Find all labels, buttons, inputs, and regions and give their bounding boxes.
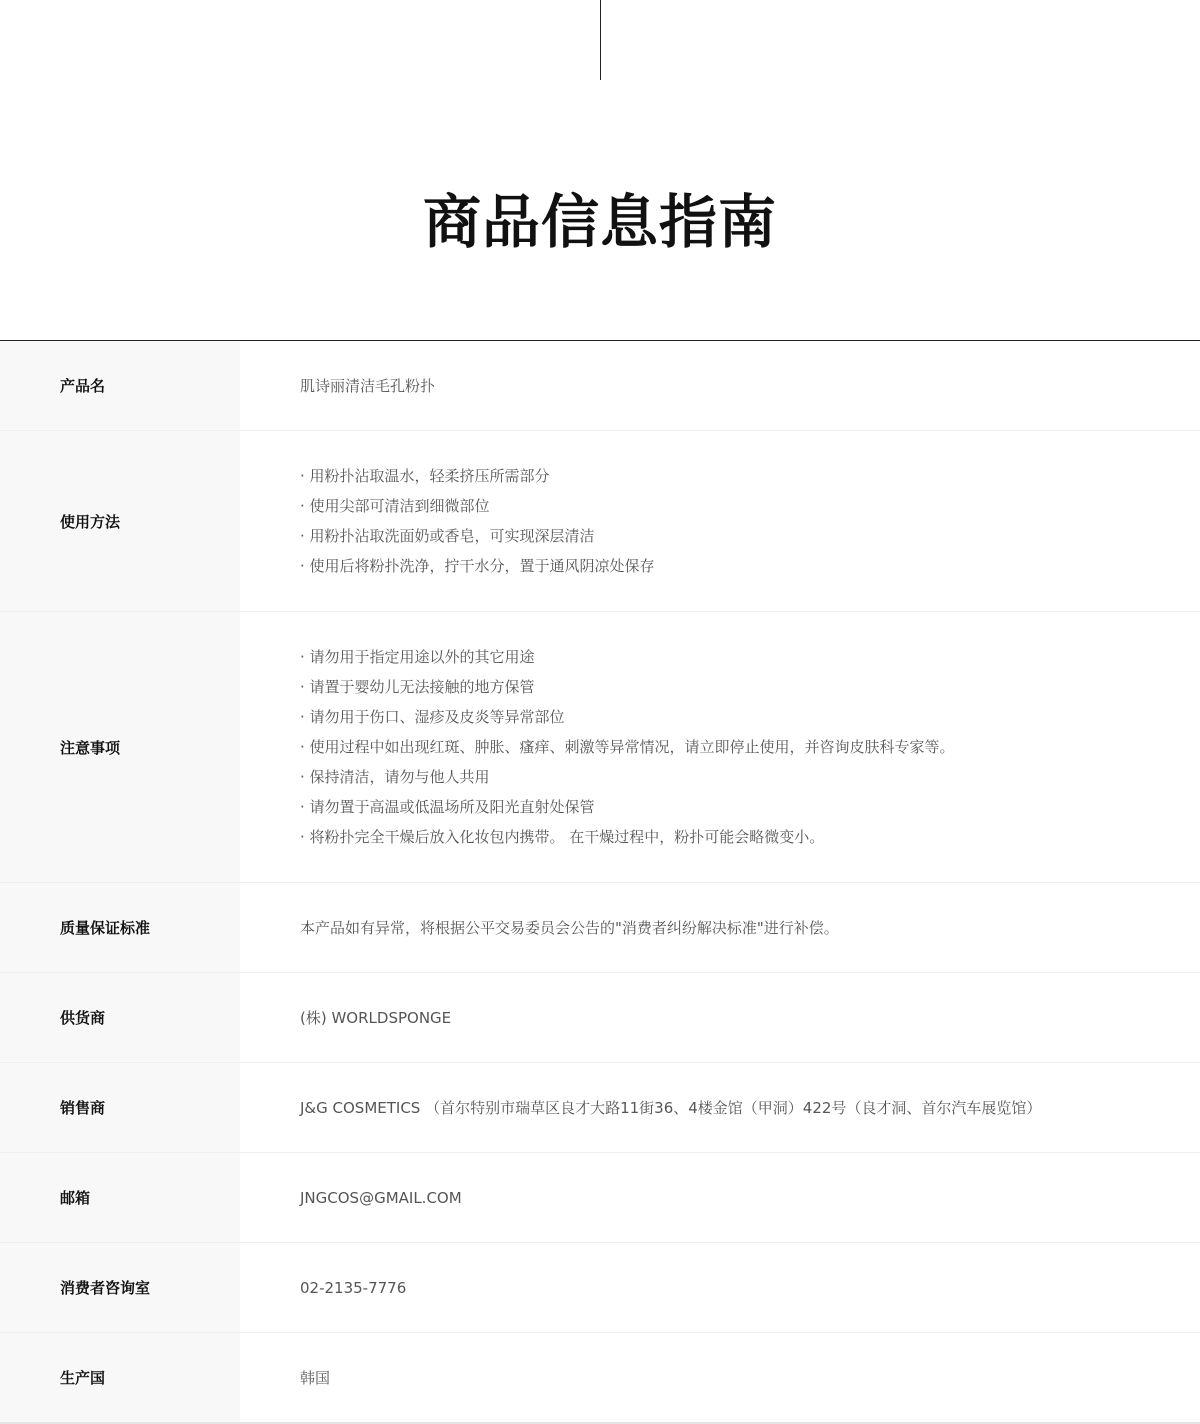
page-title: 商品信息指南 (422, 188, 777, 256)
row-value (240, 341, 1200, 430)
value-line: (株) WORLDSPONGE (300, 1008, 452, 1027)
value-line: 肌诗丽清洁毛孔粉扑 (300, 376, 436, 395)
row-value (240, 973, 1200, 1062)
row-label: 销售商 (0, 1063, 240, 1152)
value-line: · 用粉扑沾取温水，轻柔挤压所需部分 (300, 467, 550, 485)
value-line: 02-2135-7776 (300, 1278, 407, 1297)
row-value (240, 1243, 1200, 1332)
row-label: 邮箱 (0, 1153, 240, 1242)
row-value (240, 1153, 1200, 1242)
row-value (240, 1333, 1200, 1422)
info-row-precautions (0, 612, 1200, 883)
info-row-usage (0, 431, 1200, 612)
value-line: JNGCOS@GMAIL.COM (300, 1188, 462, 1207)
value-line: 本产品如有异常，将根据公平交易委员会公告的"消费者纠纷解决标准"进行补偿。 (300, 918, 839, 937)
value-line: · 保持清洁，请勿与他人共用 (300, 768, 490, 786)
info-row-product-name (0, 341, 1200, 431)
row-value (240, 612, 1200, 882)
top-divider-line (600, 0, 601, 80)
info-row-supplier (0, 973, 1200, 1063)
product-info-table (0, 340, 1200, 1424)
row-value (240, 431, 1200, 611)
row-value (240, 883, 1200, 972)
value-line: · 使用尖部可清洁到细微部位 (300, 497, 490, 515)
value-line: · 使用过程中如出现红斑、肿胀、瘙痒、刺激等异常情况，请立即停止使用，并咨询皮肤科专家等。 (300, 738, 955, 756)
value-line: · 请勿置于高温或低温场所及阳光直射处保管 (300, 798, 595, 816)
value-line: · 将粉扑完全干燥后放入化妆包内携带。 在干燥过程中，粉扑可能会略微变小。 (300, 828, 825, 846)
row-label: 生产国 (0, 1333, 240, 1422)
row-label: 注意事项 (0, 612, 240, 882)
info-row-country-of-origin (0, 1333, 1200, 1424)
row-label: 消费者咨询室 (0, 1243, 240, 1332)
row-label: 质量保证标准 (0, 883, 240, 972)
row-label: 使用方法 (0, 431, 240, 611)
value-line: · 请勿用于指定用途以外的其它用途 (300, 648, 535, 666)
value-line: · 使用后将粉扑洗净，拧干水分，置于通风阴凉处保存 (300, 557, 655, 575)
value-line: · 请置于婴幼儿无法接触的地方保管 (300, 678, 535, 696)
info-row-email (0, 1153, 1200, 1243)
value-line: · 用粉扑沾取洗面奶或香皂，可实现深层清洁 (300, 527, 595, 545)
row-value (240, 1063, 1200, 1152)
value-line: · 请勿用于伤口、湿疹及皮炎等异常部位 (300, 708, 565, 726)
info-row-customer-service (0, 1243, 1200, 1333)
row-label: 供货商 (0, 973, 240, 1062)
info-row-quality-standard (0, 883, 1200, 973)
row-label: 产品名 (0, 341, 240, 430)
info-row-seller (0, 1063, 1200, 1153)
value-line: J&G COSMETICS （首尔特别市瑞草区良才大路11街36、4楼金馆（甲洞）422号（良才洞、首尔汽车展览馆） (300, 1098, 1042, 1117)
value-line: 韩国 (300, 1368, 331, 1387)
